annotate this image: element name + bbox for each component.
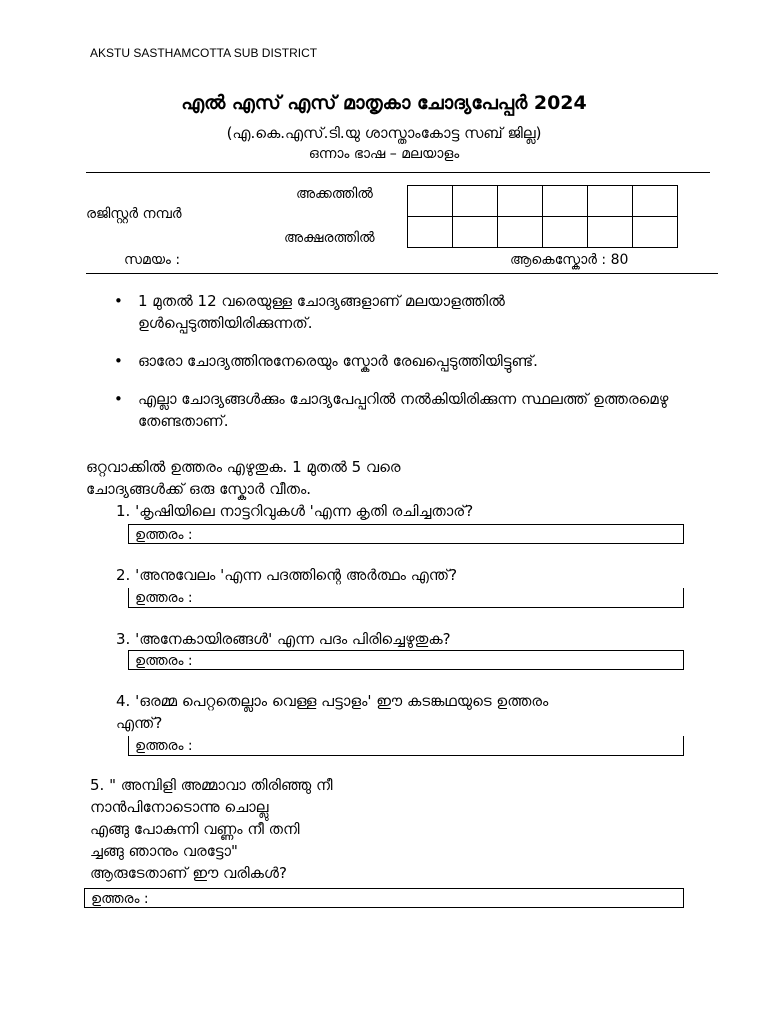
- register-number-grid[interactable]: [407, 185, 678, 248]
- header-divider: [86, 172, 710, 173]
- answer-field-4[interactable]: ഉത്തരം :: [128, 736, 684, 756]
- answer-field-2[interactable]: ഉത്തരം :: [128, 588, 684, 608]
- note-text: ഓരോ ചോദ്യത്തിനുനേരെയും സ്കോർ രേഖപ്പെടുത്തിയിട്ടുണ്ട്.: [138, 352, 538, 370]
- question-1: 1. 'കൃഷിയിലെ നാട്ടറിവുകൾ 'എന്ന കൃതി രചിച്ചതാര്?: [116, 502, 474, 520]
- answer-field-3[interactable]: ഉത്തരം :: [128, 650, 684, 670]
- answer-field-1[interactable]: ഉത്തരം :: [128, 524, 684, 544]
- question-5: 5. " അമ്പിളി അമ്മാവാ തിരിഞ്ഞു നീ നാൻപിനോടൊന്നു ചൊല്ലു എങ്ങു പോകുന്നി വണ്ണം നീ തനി ച്ചങ്ങു ഞാനും വരട്ടോ" ആരുടേതാണ് ഈ വരികൾ?: [90, 776, 333, 882]
- grid-cell[interactable]: [588, 217, 633, 248]
- question-2: 2. 'അനുവേലം 'എന്ന പദത്തിന്റെ അർത്ഥം എന്ത്?: [116, 566, 458, 584]
- instructions-list: [110, 290, 670, 448]
- list-item: [110, 290, 670, 334]
- note-text: 1 മുതൽ 12 വരെയുള്ള ചോദ്യങ്ങളാണ് മലയാളത്തിൽ ഉൾപ്പെടുത്തിയിരിക്കുന്നത്.: [138, 292, 505, 332]
- grid-cell[interactable]: [498, 186, 543, 217]
- register-number-label: രജിസ്റ്റർ നമ്പർ: [86, 206, 182, 222]
- register-digits-row: [408, 186, 678, 217]
- list-item: [110, 388, 670, 432]
- question-4: 4. 'ഒരമ്മ പെറ്റതെല്ലാം വെള്ള പട്ടാളം' ഈ കടങ്കഥയുടെ ഉത്തരം എന്ത്?: [116, 692, 549, 732]
- grid-cell[interactable]: [453, 217, 498, 248]
- note-text: എല്ലാ ചോദ്യങ്ങൾക്കും ചോദ്യപേപ്പറിൽ നൽകിയിരിക്കുന്ന സ്ഥലത്ത് ഉത്തരമെഴു തേണ്ടതാണ്.: [138, 390, 669, 430]
- subject-line: ഒന്നാം ഭാഷ – മലയാളം: [308, 146, 460, 162]
- grid-cell[interactable]: [453, 186, 498, 217]
- grid-cell[interactable]: [588, 186, 633, 217]
- grid-cell[interactable]: [633, 217, 678, 248]
- meta-divider: [86, 273, 718, 274]
- district-header: AKSTU SASTHAMCOTTA SUB DISTRICT: [90, 46, 318, 60]
- grid-cell[interactable]: [498, 217, 543, 248]
- bullet-icon: •: [114, 352, 123, 370]
- grid-cell[interactable]: [408, 186, 453, 217]
- bullet-icon: •: [114, 292, 123, 310]
- paper-subtitle: (എ.കെ.എസ്.ടി.യു ശാസ്താംകോട്ട സബ് ജില്ല): [226, 124, 542, 142]
- section-instruction: ഒറ്റവാക്കിൽ ഉത്തരം എഴുതുക. 1 മുതൽ 5 വരെ ചോദ്യങ്ങൾക്ക് ഒരു സ്കോർ വീതം.: [86, 458, 401, 498]
- grid-cell[interactable]: [408, 217, 453, 248]
- in-words-label: അക്ഷരത്തിൽ: [284, 230, 375, 246]
- question-3: 3. 'അനേകായിരങ്ങൾ' എന്ന പദം പിരിച്ചെഴുതുക?: [116, 630, 451, 648]
- list-item: [110, 350, 670, 372]
- total-score: ആകെസ്കോർ : 80: [510, 252, 629, 268]
- answer-field-5[interactable]: ഉത്തരം :: [84, 888, 684, 908]
- register-words-row: [408, 217, 678, 248]
- paper-title: എൽ എസ് എസ് മാതൃകാ ചോദ്യപേപ്പർ 2024: [181, 92, 587, 114]
- time-label: സമയം :: [124, 252, 181, 268]
- grid-cell[interactable]: [543, 186, 588, 217]
- bullet-icon: •: [114, 390, 123, 408]
- in-numbers-label: അക്കത്തിൽ: [296, 186, 373, 202]
- grid-cell[interactable]: [543, 217, 588, 248]
- grid-cell[interactable]: [633, 186, 678, 217]
